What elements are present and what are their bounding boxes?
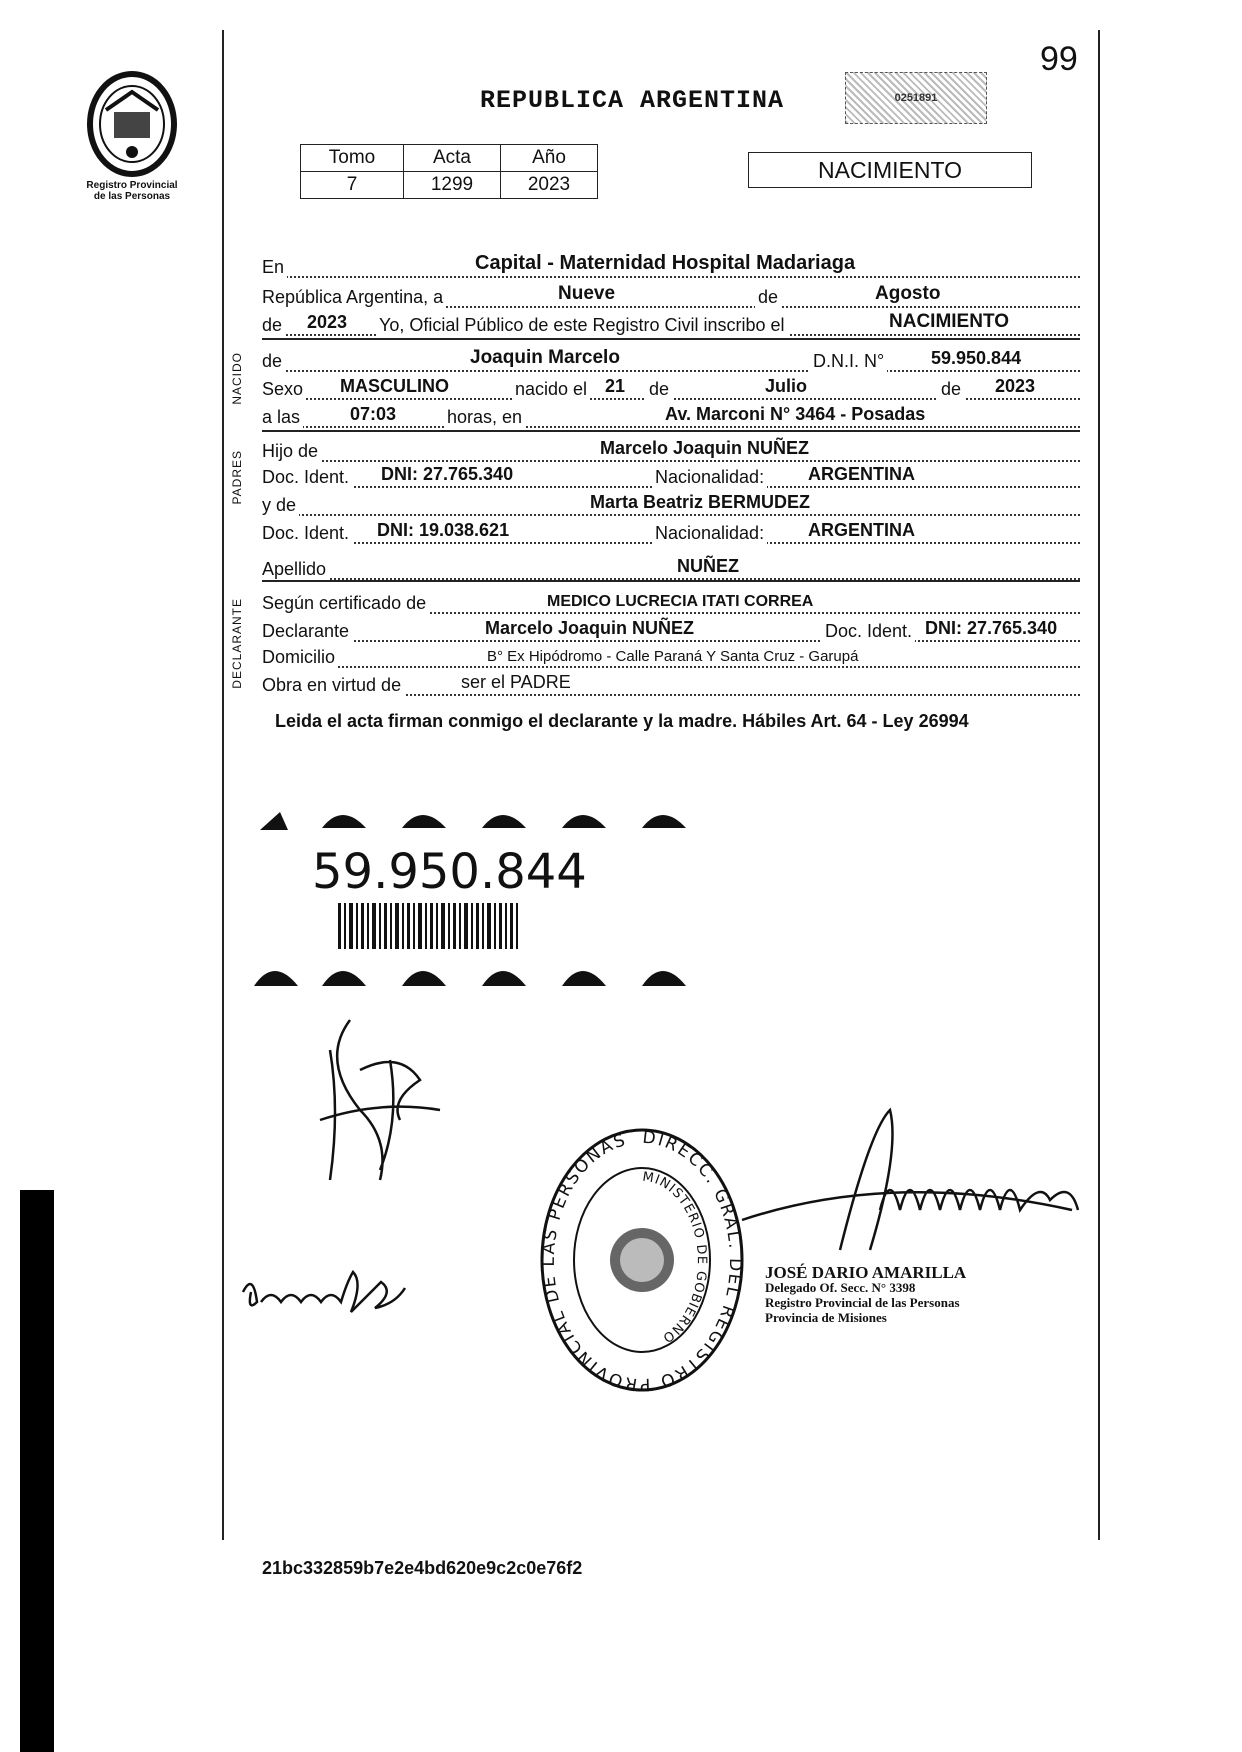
mother-nat-value: ARGENTINA — [805, 520, 918, 541]
side-label-declarante: DECLARANTE — [230, 598, 244, 689]
official-stamp — [765, 1265, 966, 1325]
birth-de-label-1: de — [646, 379, 672, 400]
acta-table-header-row — [301, 145, 598, 172]
dni-label: D.N.I. N° — [810, 351, 887, 372]
row-y-de — [262, 490, 1080, 516]
row-republica — [262, 282, 1080, 308]
registry-logo-emblem-icon — [84, 70, 180, 178]
registry-logo — [62, 70, 202, 202]
nacido-name-value: Joaquin Marcelo — [467, 347, 623, 369]
birth-de-label-2: de — [938, 379, 964, 400]
republica-label: República Argentina, a — [262, 287, 446, 308]
obra-label: Obra en virtud de — [262, 675, 404, 696]
row-de-year — [262, 310, 1080, 336]
page-number: 99 — [1040, 40, 1078, 78]
rule-2 — [262, 430, 1080, 432]
acta-value-tomo: 7 — [301, 172, 404, 199]
row-domicilio — [262, 642, 1080, 668]
hijo-de-label: Hijo de — [262, 441, 321, 462]
signature-madre — [235, 1262, 435, 1322]
acta-value-ano: 2023 — [501, 172, 598, 199]
document-header-title: REPUBLICA ARGENTINA — [480, 86, 785, 115]
apellido-value: NUÑEZ — [674, 556, 742, 577]
row-sexo — [262, 374, 1080, 400]
segun-label: Según certificado de — [262, 593, 429, 614]
official-name: JOSÉ DARIO AMARILLA — [765, 1263, 967, 1282]
acta-header-ano: Año — [501, 145, 598, 172]
birth-time-value: 07:03 — [347, 404, 399, 425]
row-hora — [262, 402, 1080, 428]
birth-year-value: 2023 — [992, 376, 1038, 397]
place-value: Capital - Maternidad Hospital Madariaga — [472, 252, 858, 275]
seal-icon — [537, 1125, 747, 1395]
declarante-doc-label: Doc. Ident. — [822, 621, 915, 642]
father-doc-value: DNI: 27.765.340 — [378, 464, 516, 485]
father-nat-label: Nacionalidad: — [652, 467, 767, 488]
domicilio-label: Domicilio — [262, 647, 338, 668]
row-mother-doc — [262, 518, 1080, 544]
acta-header-tomo: Tomo — [301, 145, 404, 172]
mother-value: Marta Beatriz BERMUDEZ — [587, 492, 813, 513]
nacido-el-label: nacido el — [512, 379, 590, 400]
side-label-padres: PADRES — [230, 450, 244, 505]
fingerprint-pattern-bottom — [254, 971, 686, 986]
de-label: de — [755, 287, 781, 308]
father-doc-label: Doc. Ident. — [262, 467, 352, 488]
apellido-label: Apellido — [262, 559, 329, 580]
row-obra — [262, 670, 1080, 696]
a-las-label: a las — [262, 407, 303, 428]
dni-banner-number: 59.950.844 — [312, 844, 587, 900]
acta-header-acta: Acta — [404, 145, 501, 172]
row-segun — [262, 588, 1080, 614]
seal-inner-text: MINISTERIO DE GOBIERNO — [641, 1169, 709, 1346]
official-registry: Registro Provincial de las Personas — [765, 1295, 960, 1310]
logo-label-line2: de las Personas — [93, 191, 171, 202]
year-value: 2023 — [304, 312, 350, 333]
official-province: Provincia de Misiones — [765, 1310, 887, 1325]
acta-table — [300, 144, 598, 199]
birth-place-value: Av. Marconi N° 3464 - Posadas — [662, 404, 928, 425]
certificado-value: MEDICO LUCRECIA ITATI CORREA — [544, 593, 816, 611]
row-father-doc — [262, 462, 1080, 488]
legal-text: Leida el acta firman conmigo el declarante y la madre. Hábiles Art. 64 - Ley 26994 — [275, 711, 969, 731]
left-margin-line — [222, 30, 224, 1540]
row-declarante — [262, 616, 1080, 642]
inscribo-value: NACIMIENTO — [886, 311, 1012, 333]
father-value: Marcelo Joaquin NUÑEZ — [597, 438, 812, 459]
en-label: En — [262, 257, 287, 278]
row-hijo-de — [262, 436, 1080, 462]
signature-declarante — [300, 1010, 460, 1190]
rule-1 — [262, 338, 1080, 340]
declarante-label: Declarante — [262, 621, 352, 642]
domicilio-value: B° Ex Hipódromo - Calle Paraná Y Santa Cruz - Garupá — [484, 648, 861, 665]
nacido-dni-value: 59.950.844 — [928, 348, 1024, 369]
dni-banner — [252, 810, 704, 988]
row-nacido-name — [262, 346, 1080, 372]
mother-nat-label: Nacionalidad: — [652, 523, 767, 544]
sexo-value: MASCULINO — [337, 376, 452, 397]
birth-day-value: 21 — [602, 376, 628, 397]
seal-outer-text: DIRECC. GRAL. DEL REGISTRO PROVINCIAL DE LAS PERSONAS — [538, 1127, 746, 1395]
serial-stamp: 0251891 — [845, 72, 987, 124]
signature-oficial — [740, 1100, 1100, 1260]
dni-banner-graphic — [252, 810, 704, 988]
month-text-value: Agosto — [872, 283, 943, 305]
barcode — [338, 903, 518, 949]
father-nat-value: ARGENTINA — [805, 464, 918, 485]
horas-label: horas, en — [444, 407, 525, 428]
sexo-label: Sexo — [262, 379, 306, 400]
official-role: Delegado Of. Secc. N° 3398 — [765, 1280, 916, 1295]
acta-value-acta: 1299 — [404, 172, 501, 199]
de-year-label: de — [262, 315, 285, 336]
declarante-value: Marcelo Joaquin NUÑEZ — [482, 618, 697, 639]
document-hash: 21bc332859b7e2e4bd620e9c2c0e76f2 — [262, 1558, 583, 1578]
row-apellido — [262, 554, 1080, 580]
day-text-value: Nueve — [555, 283, 618, 305]
side-label-nacido: NACIDO — [230, 352, 244, 405]
y-de-label: y de — [262, 495, 299, 516]
fingerprint-pattern-top — [260, 812, 686, 830]
left-scan-edge — [20, 1190, 54, 1752]
logo-label-line1: Registro Provincial — [86, 180, 178, 191]
mother-doc-value: DNI: 19.038.621 — [374, 520, 512, 541]
rule-3 — [262, 580, 1080, 582]
document-type-box: NACIMIENTO — [748, 152, 1032, 188]
nacido-de-label: de — [262, 351, 285, 372]
right-margin-line — [1098, 30, 1100, 1540]
official-seal — [537, 1125, 747, 1395]
declarante-doc-value: DNI: 27.765.340 — [922, 618, 1060, 639]
acta-table-value-row — [301, 172, 598, 199]
birth-month-value: Julio — [762, 376, 810, 397]
mother-doc-label: Doc. Ident. — [262, 523, 352, 544]
oficial-text: Yo, Oficial Público de este Registro Civil inscribo el — [376, 315, 788, 336]
obra-value: ser el PADRE — [458, 672, 574, 693]
row-en — [262, 252, 1080, 278]
